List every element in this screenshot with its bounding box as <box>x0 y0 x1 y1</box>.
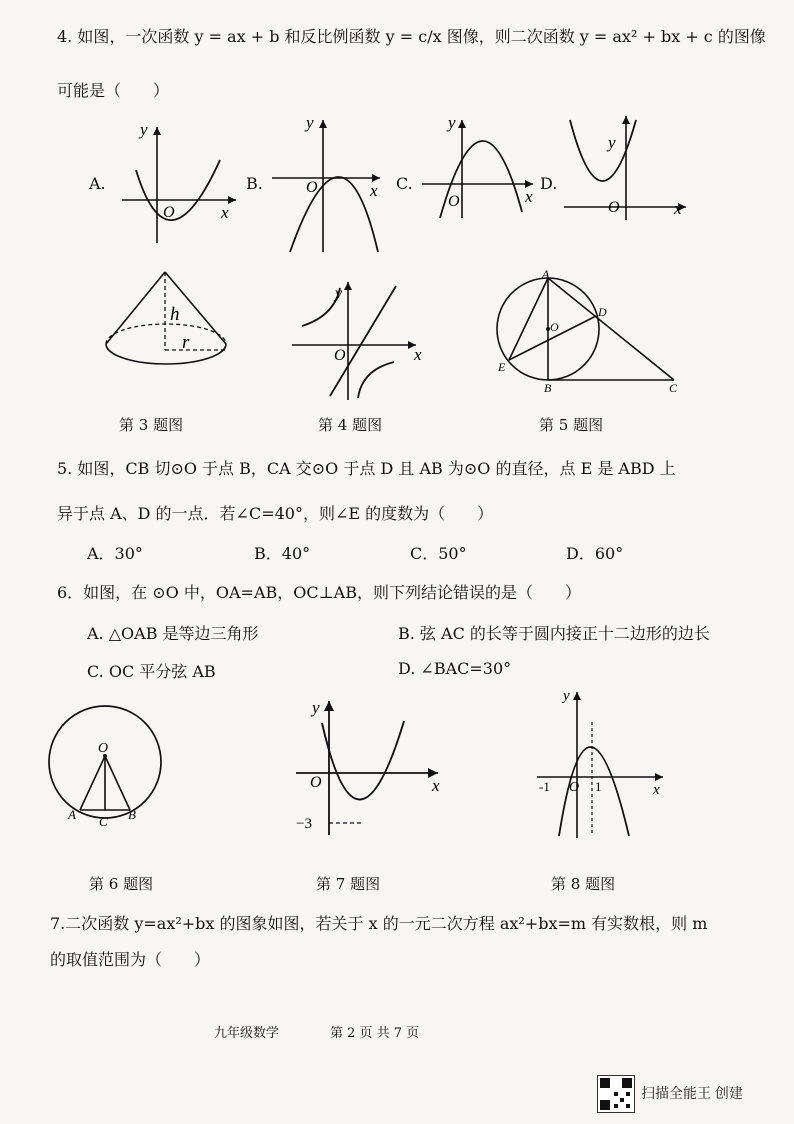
q5-stem-line1: 5. 如图，CB 切⊙O 于点 B，CA 交⊙O 于点 D 且 AB 为⊙O 的直径，点 E 是 ABD 上 <box>57 459 676 478</box>
fig7-parabola <box>292 697 442 837</box>
svg-text:x: x <box>370 181 378 200</box>
q5-option-a: A．30° <box>87 544 143 563</box>
q6-option-c: C. OC 平分弦 AB <box>87 662 216 681</box>
cone-h-label: h <box>170 304 180 325</box>
q5-option-d: D．60° <box>566 544 624 563</box>
footer-page: 第 2 页 共 7 页 <box>330 1026 420 1041</box>
svg-text:O: O <box>569 780 580 795</box>
q5-option-b: B．40° <box>254 544 311 563</box>
svg-text:C: C <box>99 814 108 829</box>
origin-label: O <box>163 204 175 221</box>
svg-text:O: O <box>334 347 346 364</box>
fig3-cone <box>98 268 238 383</box>
fig7-min-label: −3 <box>296 816 312 832</box>
svg-text:y: y <box>608 133 616 152</box>
axis-y-label: y <box>140 120 148 139</box>
pt-O: O <box>550 320 559 334</box>
svg-text:y: y <box>563 690 570 704</box>
q4-option-a-graph <box>118 115 243 250</box>
svg-text:O: O <box>306 179 318 196</box>
cone-r-label: r <box>182 332 190 353</box>
svg-text:B: B <box>128 807 136 822</box>
q6-stem: 6．如图，在 ⊙O 中，OA=AB，OC⊥AB，则下列结论错误的是（ ） <box>57 583 581 602</box>
q4-option-c-graph <box>418 112 543 222</box>
fig6-caption: 第 6 题图 <box>89 875 154 893</box>
svg-text:y: y <box>335 285 343 302</box>
q4-stem-line1: 4. 如图，一次函数 y = ax + b 和反比例函数 y = c/x 图像，则二次函数 y = ax² + bx + c 的图像 <box>57 27 766 46</box>
qr-code-icon <box>597 1075 635 1113</box>
q4-option-c-label: C. <box>396 174 413 193</box>
svg-text:O: O <box>448 193 460 210</box>
fig6-circle-triangle <box>42 700 172 830</box>
svg-text:x: x <box>674 199 682 218</box>
q4-option-b-label: B. <box>246 174 263 193</box>
q6-option-d: D. ∠BAC=30° <box>398 659 512 678</box>
svg-text:y: y <box>448 113 456 132</box>
q4-option-d-graph <box>560 112 690 222</box>
pt-D: D <box>598 305 607 319</box>
q4-stem-line2: 可能是（ ） <box>57 81 170 100</box>
q6-option-a: A. △OAB 是等边三角形 <box>87 624 259 643</box>
q4-option-d-label: D. <box>540 174 558 193</box>
q4-option-b-graph <box>268 112 393 257</box>
scanner-watermark: 扫描全能王 创建 <box>641 1085 743 1101</box>
q5-option-c: C．50° <box>410 544 467 563</box>
fig8-caption: 第 8 题图 <box>551 875 616 893</box>
footer-subject: 九年级数学 <box>214 1026 280 1041</box>
fig3-caption: 第 3 题图 <box>119 416 184 434</box>
svg-text:x: x <box>432 776 440 795</box>
fig7-caption: 第 7 题图 <box>316 875 381 893</box>
fig5-caption: 第 5 题图 <box>539 416 604 434</box>
svg-text:A: A <box>68 807 76 822</box>
fig8-parabola <box>535 690 665 840</box>
pt-B: B <box>544 381 552 393</box>
pt-E: E <box>498 360 506 374</box>
svg-text:O: O <box>310 774 322 791</box>
q5-stem-line2: 异于点 A、D 的一点．若∠C=40°，则∠E 的度数为（ ） <box>57 504 494 523</box>
svg-text:x: x <box>414 345 422 364</box>
svg-text:O: O <box>608 199 620 216</box>
fig4-caption: 第 4 题图 <box>318 416 383 434</box>
pt-C: C <box>669 381 678 393</box>
svg-text:y: y <box>306 113 314 132</box>
q6-option-b: B. 弦 AC 的长等于圆内接正十二边形的边长 <box>398 624 710 643</box>
q7-stem-line1: 7.二次函数 y=ax²+bx 的图象如图，若关于 x 的一元二次方程 ax²+bx=m 有实数根，则 m <box>50 914 708 933</box>
fig4-line-hyperbola <box>290 278 430 403</box>
fig5-circle-tangent <box>494 268 684 393</box>
svg-text:-1: -1 <box>539 779 550 794</box>
q7-stem-line2: 的取值范围为（ ） <box>50 950 211 969</box>
svg-text:y: y <box>312 698 320 717</box>
svg-text:x: x <box>525 187 533 206</box>
svg-text:x: x <box>653 782 660 798</box>
q4-option-a-label: A. <box>89 174 106 193</box>
svg-text:1: 1 <box>595 779 602 794</box>
svg-text:O: O <box>98 741 109 756</box>
axis-x-label: x <box>221 203 229 222</box>
pt-A: A <box>542 268 550 281</box>
